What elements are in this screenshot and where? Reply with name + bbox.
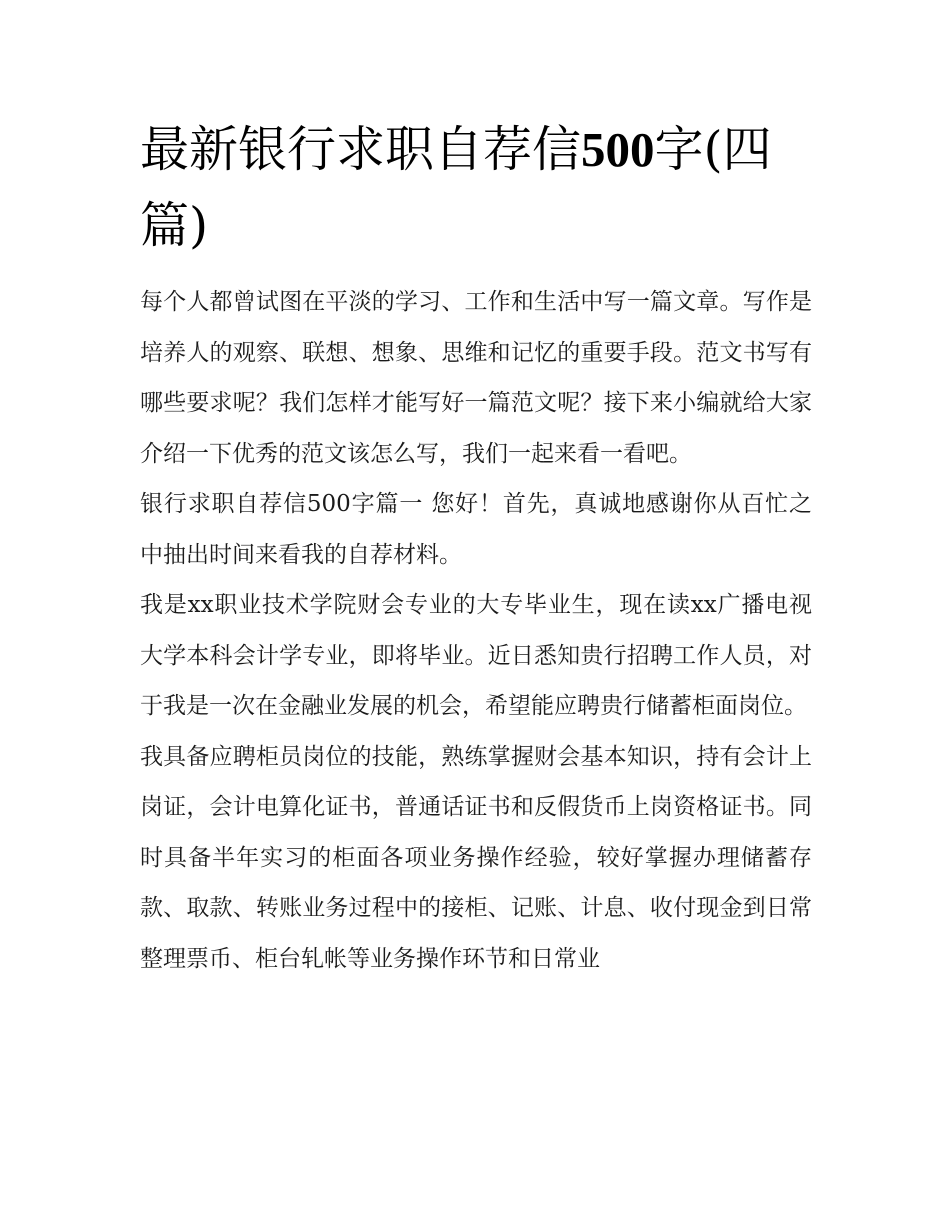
paragraph-intro: 每个人都曾试图在平淡的学习、工作和生活中写一篇文章。写作是培养人的观察、联想、想象、思维和记忆的重要手段。范文书写有哪些要求呢？我们怎样才能写好一篇范文呢？接下来小编就给大家介绍一下优秀的范文该怎么写，我们一起来看一看吧。: [140, 289, 812, 467]
paragraph-background: 我是xx职业技术学院财会专业的大专毕业生，现在读xx广播电视大学本科会计学专业，即将毕业。近日悉知贵行招聘工作人员，对于我是一次在金融业发展的机会，希望能应聘贵行储蓄柜面岗位。: [140, 592, 812, 719]
paragraph-skills: 我具备应聘柜员岗位的技能，熟练掌握财会基本知识，持有会计上岗证，会计电算化证书，普通话证书和反假货币上岗资格证书。同时具备半年实习的柜面各项业务操作经验，较好掌握办理储蓄存款、取款、转账业务过程中的接柜、记账、计息、收付现金到日常整理票币、柜台轧帐等业务操作环节和日常业: [140, 743, 812, 972]
document-title: [140, 112, 820, 264]
title-text-end: 字(四篇): [140, 121, 772, 254]
title-text-start: 最新银行求职自荐信: [140, 121, 582, 178]
title-number: 500: [581, 122, 655, 177]
document-body: [140, 277, 812, 984]
paragraph-greeting: 银行求职自荐信500字篇一 您好！首先，真诚地感谢你从百忙之中抽出时间来看我的自荐材料。: [140, 491, 812, 568]
